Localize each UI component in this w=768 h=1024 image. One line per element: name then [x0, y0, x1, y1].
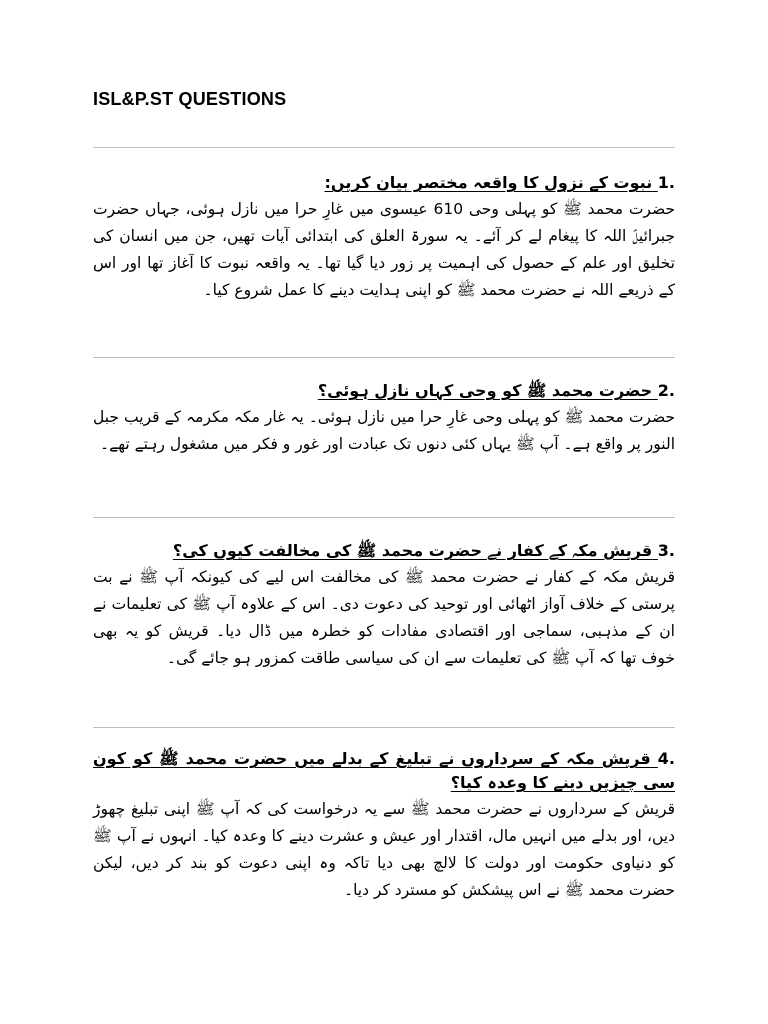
- question-number: 3.: [657, 541, 675, 560]
- question-block-1: [93, 171, 675, 304]
- question-block-3: [93, 539, 675, 672]
- answer-text: حضرت محمد ﷺ کو پہلی وحی 610 عیسوی میں غارِ حرا میں نازل ہوئی، جہاں حضرت جبرائیلؑ اللہ کا پیغام لے کر آئے۔ یہ سورۃ العلق کی ابتدائی آیات تھیں، جن میں انسان کی تخلیق اور علم کے حصول کی اہمیت پر زور دیا گیا تھا۔ یہ واقعہ نبوت کا آغاز تھا اور اس کے ذریعے اللہ نے حضرت محمد ﷺ کو اپنی ہدایت دینے کا عمل شروع کیا۔: [93, 200, 675, 299]
- page-title: ISL&P.ST QUESTIONS: [93, 89, 287, 109]
- question-heading: [93, 539, 675, 563]
- question-text: نبوت کے نزول کا واقعہ مختصر بیان کریں:: [324, 173, 653, 192]
- divider: [93, 357, 675, 358]
- question-heading: [93, 171, 675, 195]
- answer-text: حضرت محمد ﷺ کو پہلی وحی غارِ حرا میں نازل ہوئی۔ یہ غار مکہ مکرمہ کے قریب جبل النور پر واقع ہے۔ آپ ﷺ یہاں کئی دنوں تک عبادت اور غور و فکر میں مشغول رہتے تھے۔: [93, 408, 675, 453]
- question-text: قریش مکہ کے سرداروں نے تبلیغ کے بدلے میں حضرت محمد ﷺ کو کون سی چیزیں دینے کا وعدہ کیا؟: [93, 749, 675, 792]
- question-number: 2.: [657, 381, 675, 400]
- answer-text: قریش مکہ کے کفار نے حضرت محمد ﷺ کی مخالفت اس لیے کی کیونکہ آپ ﷺ نے بت پرستی کے خلاف آواز اٹھائی اور توحید کی دعوت دی۔ اس کے علاوہ آپ ﷺ کی تعلیمات نے ان کے مذہبی، سماجی اور اقتصادی مفادات کو خطرہ میں ڈال دیا۔ قریش کو یہ بھی خوف تھا کہ آپ ﷺ کی تعلیمات سے ان کی سیاسی طاقت کمزور ہو جائے گی۔: [93, 568, 675, 667]
- question-number: 4.: [657, 749, 675, 768]
- question-block-2: [93, 379, 675, 458]
- question-text: قریش مکہ کے کفار نے حضرت محمد ﷺ کی مخالفت کیوں کی؟: [172, 541, 653, 560]
- divider: [93, 727, 675, 728]
- question-number: 1.: [657, 173, 675, 192]
- divider: [93, 517, 675, 518]
- answer-text: قریش کے سرداروں نے حضرت محمد ﷺ سے یہ درخواست کی کہ آپ ﷺ اپنی تبلیغ چھوڑ دیں، اور بدلے میں انہیں مال، اقتدار اور عیش و عشرت دینے کا وعدہ کیا۔ انہوں نے آپ ﷺ کو دنیاوی حکومت اور دولت کا لالچ بھی دیا تاکہ وہ اپنی دعوت کو بند کر دیں، لیکن حضرت محمد ﷺ نے اس پیشکش کو مسترد کر دیا۔: [93, 800, 675, 899]
- question-text: حضرت محمد ﷺ کو وحی کہاں نازل ہوئی؟: [317, 381, 653, 400]
- question-heading: [93, 747, 675, 795]
- divider: [93, 147, 675, 148]
- question-heading: [93, 379, 675, 403]
- question-block-4: [93, 747, 675, 904]
